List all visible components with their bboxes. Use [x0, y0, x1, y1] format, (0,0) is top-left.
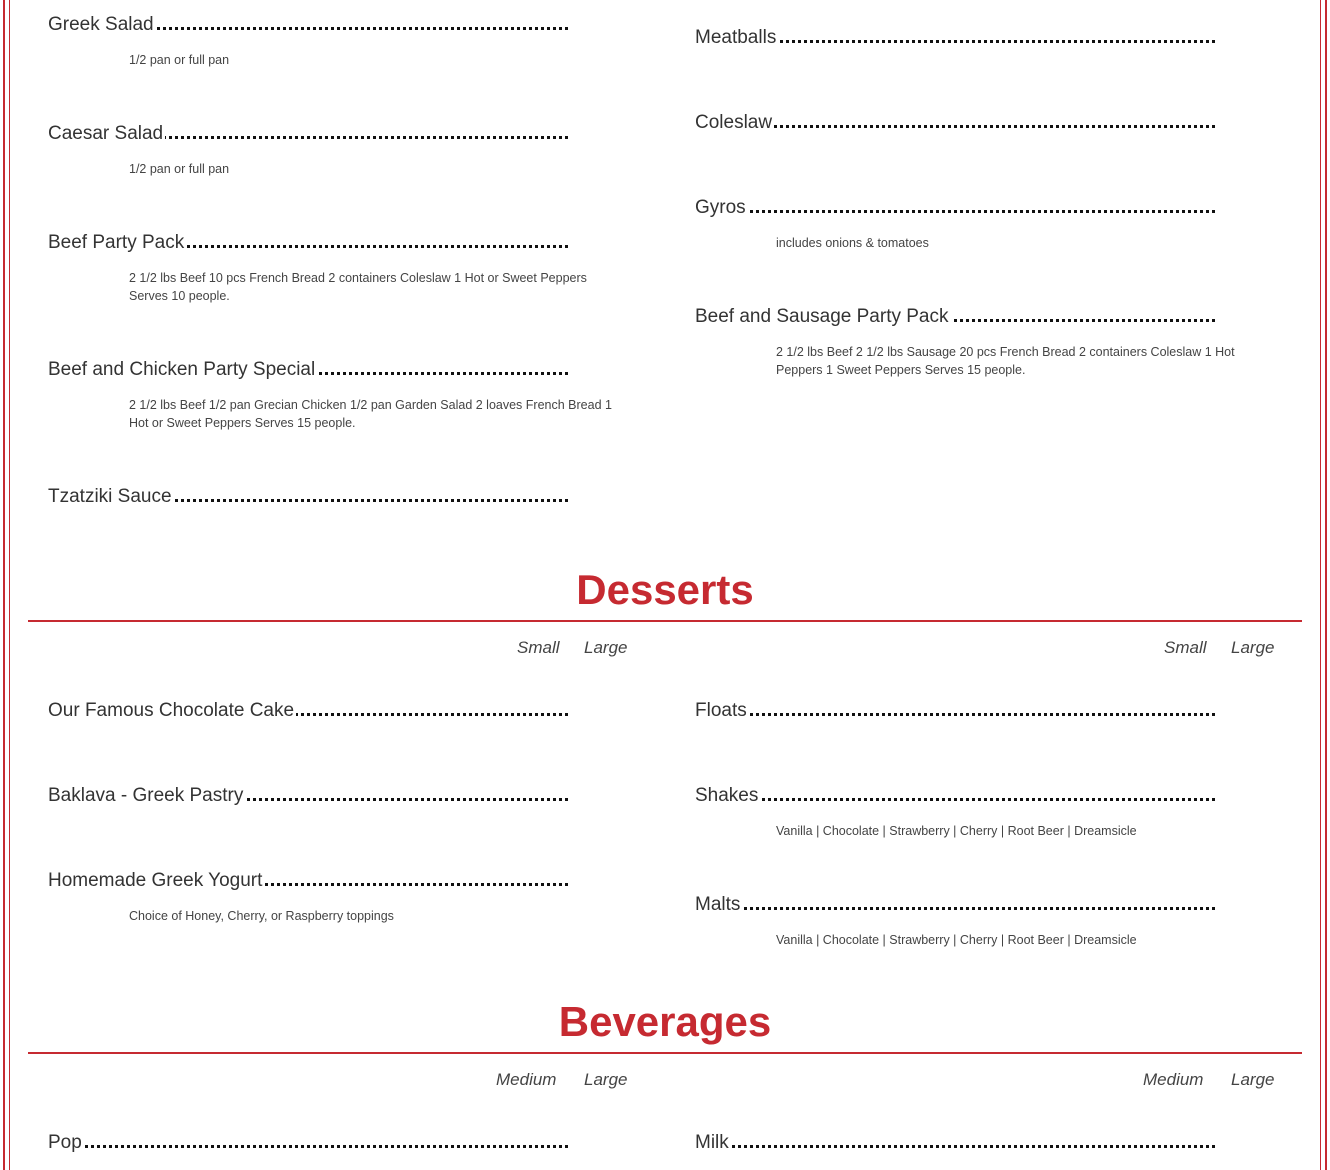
leader-dots: [48, 1145, 568, 1148]
leader-dots: [695, 713, 1215, 716]
menu-item-milk: [695, 1124, 1215, 1154]
menu-item-name: Coleslaw: [695, 112, 773, 133]
leader-dots: [695, 210, 1215, 213]
menu-item-description: includes onions & tomatoes: [776, 236, 929, 250]
section-divider: [28, 1052, 1302, 1054]
menu-item-name: Meatballs: [695, 27, 777, 48]
size-label-large: Large: [1231, 1070, 1275, 1089]
menu-item-greek-salad: [48, 6, 568, 36]
menu-item-greek-yogurt: [48, 862, 568, 892]
menu-item-name: Beef Party Pack: [48, 232, 185, 253]
menu-item-shakes: [695, 777, 1215, 807]
menu-item-malts: [695, 886, 1215, 916]
menu-item-name: Malts: [695, 894, 741, 915]
menu-item-name: Floats: [695, 700, 747, 721]
menu-item-name: Greek Salad: [48, 14, 154, 35]
menu-item-name: Milk: [695, 1132, 729, 1153]
size-label-medium: Medium: [496, 1070, 557, 1089]
menu-item-name: Baklava - Greek Pastry: [48, 785, 244, 806]
menu-item-beef-chicken-party-special: [48, 351, 568, 381]
section-title-desserts: Desserts: [576, 566, 754, 613]
menu-item-coleslaw: [695, 104, 1215, 134]
menu-item-description: 1/2 pan or full pan: [129, 53, 230, 67]
menu-item-baklava: [48, 777, 568, 807]
menu-item-description: 1/2 pan or full pan: [129, 162, 230, 176]
menu-item-pop: [48, 1124, 568, 1154]
menu-item-description: 2 1/2 lbs Beef 10 pcs French Bread 2 containers Coleslaw 1 Hot or Sweet Peppers Serves 10 people.: [129, 271, 587, 303]
menu-item-floats: [695, 692, 1215, 722]
menu-item-description: 2 1/2 lbs Beef 1/2 pan Grecian Chicken 1/2 pan Garden Salad 2 loaves French Bread 1 Hot or Sweet Peppers Serves 15 people.: [129, 398, 612, 430]
menu-item-name: Beef and Sausage Party Pack: [695, 306, 949, 327]
menu-item-name: Pop: [48, 1132, 82, 1153]
menu-item-meatballs: [695, 19, 1215, 49]
menu-item-name: Shakes: [695, 785, 759, 806]
size-label-small: Small: [517, 638, 560, 657]
size-label-large: Large: [584, 638, 628, 657]
menu-item-beef-sausage-party-pack: [695, 298, 1215, 328]
menu-item-name: Beef and Chicken Party Special: [48, 359, 316, 380]
menu-item-chocolate-cake: [48, 692, 568, 722]
menu-item-description: 2 1/2 lbs Beef 2 1/2 lbs Sausage 20 pcs French Bread 2 containers Coleslaw 1 Hot Peppers 1 Sweet Peppers Serves 15 people.: [776, 345, 1235, 377]
size-label-medium: Medium: [1143, 1070, 1204, 1089]
menu-item-gyros: [695, 189, 1215, 219]
menu-item-name: Caesar Salad: [48, 123, 164, 144]
menu-item-beef-party-pack: [48, 224, 568, 254]
size-label-large: Large: [1231, 638, 1275, 657]
section-divider: [28, 620, 1302, 622]
menu-item-caesar-salad: [48, 115, 568, 145]
menu-item-name: Gyros: [695, 197, 746, 218]
menu-item-tzatziki-sauce: [48, 478, 568, 508]
menu-item-name: Tzatziki Sauce: [48, 486, 172, 507]
menu-item-description: Choice of Honey, Cherry, or Raspberry toppings: [129, 909, 394, 923]
menu-item-description: Vanilla | Chocolate | Strawberry | Cherry | Root Beer | Dreamsicle: [776, 933, 1137, 947]
leader-dots: [695, 907, 1215, 910]
menu-item-name: Our Famous Chocolate Cake: [48, 700, 295, 721]
size-label-small: Small: [1164, 638, 1207, 657]
menu-item-name: Homemade Greek Yogurt: [48, 870, 263, 891]
leader-dots: [695, 798, 1215, 801]
menu-item-description: Vanilla | Chocolate | Strawberry | Cherry | Root Beer | Dreamsicle: [776, 824, 1137, 838]
section-title-beverages: Beverages: [558, 998, 772, 1045]
size-label-large: Large: [584, 1070, 628, 1089]
leader-dots: [695, 1145, 1215, 1148]
